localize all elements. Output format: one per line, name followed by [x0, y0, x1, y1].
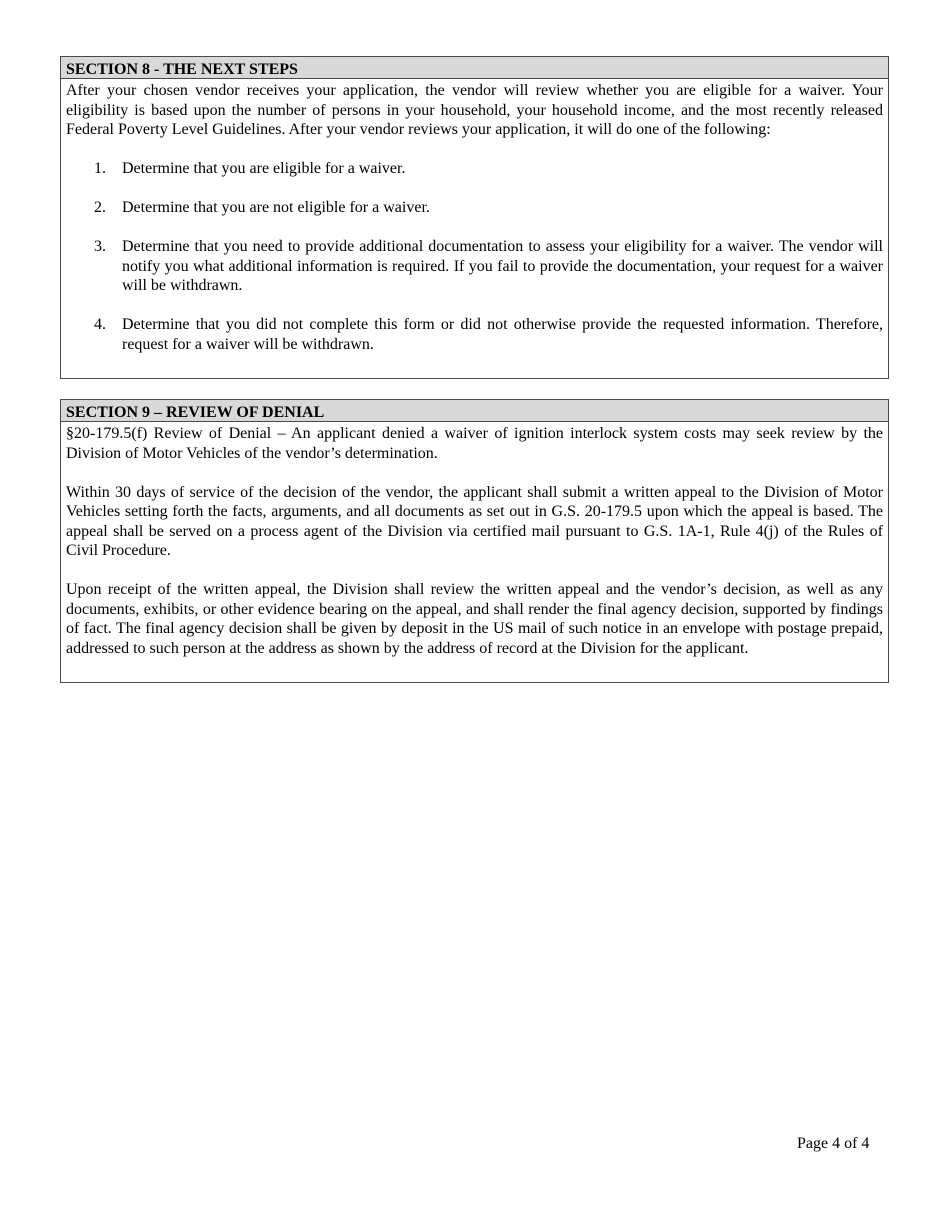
page-number: Page 4 of 4 — [797, 1135, 870, 1152]
section-9-review-of-denial — [60, 399, 889, 683]
section-9-paragraph: Upon receipt of the written appeal, the Division shall review the written appeal and the vendor’s decision, as well as any documents, exhibits, or other evidence bearing on the appeal, and shall render the final agency decision, supported by findings of fact. The final agency decision shall be given by deposit in the US mail of such notice in an envelope with postage prepaid, addressed to such person at the address as shown by the address of record at the Division for the applicant. — [66, 581, 883, 657]
list-item-number: 2. — [94, 199, 106, 216]
section-8-title: SECTION 8 - THE NEXT STEPS — [61, 57, 888, 79]
list-item-number: 3. — [94, 238, 106, 255]
list-item-text: Determine that you are not eligible for a waiver. — [122, 199, 430, 216]
list-item — [94, 159, 883, 179]
section-9-title: SECTION 9 – REVIEW OF DENIAL — [61, 400, 888, 422]
section-8-body — [61, 79, 888, 354]
next-steps-list — [66, 159, 883, 354]
list-item — [94, 315, 883, 354]
section-8-intro: After your chosen vendor receives your application, the vendor will review whether you are eligible for a waiver. Your eligibility is based upon the number of persons in your household, your household income, and the most recently released Federal Poverty Level Guidelines. After your vendor reviews your application, it will do one of the following: — [66, 82, 883, 138]
list-item — [94, 198, 883, 218]
list-item-number: 4. — [94, 316, 106, 333]
section-9-paragraph: Within 30 days of service of the decision of the vendor, the applicant shall submit a written appeal to the Division of Motor Vehicles setting forth the facts, arguments, and all documents as set out in G.S. 20-179.5 upon which the appeal is based. The appeal shall be served on a process agent of the Division via certified mail pursuant to G.S. 1A-1, Rule 4(j) of the Rules of Civil Procedure. — [66, 483, 883, 559]
list-item-number: 1. — [94, 160, 106, 177]
section-8-next-steps — [60, 56, 889, 379]
list-item-text: Determine that you did not complete this form or did not otherwise provide the requested information. Therefore, request for a waiver will be withdrawn. — [122, 316, 883, 353]
list-item-text: Determine that you are eligible for a waiver. — [122, 160, 406, 177]
list-item — [94, 237, 883, 296]
list-item-text: Determine that you need to provide additional documentation to assess your eligibility for a waiver. The vendor will notify you what additional information is required. If you fail to provide the documentation, your request for a waiver will be withdrawn. — [122, 238, 883, 294]
section-9-paragraph: §20-179.5(f) Review of Denial – An applicant denied a waiver of ignition interlock system costs may seek review by the Division of Motor Vehicles of the vendor’s determination. — [66, 425, 883, 462]
section-9-body — [61, 422, 888, 658]
